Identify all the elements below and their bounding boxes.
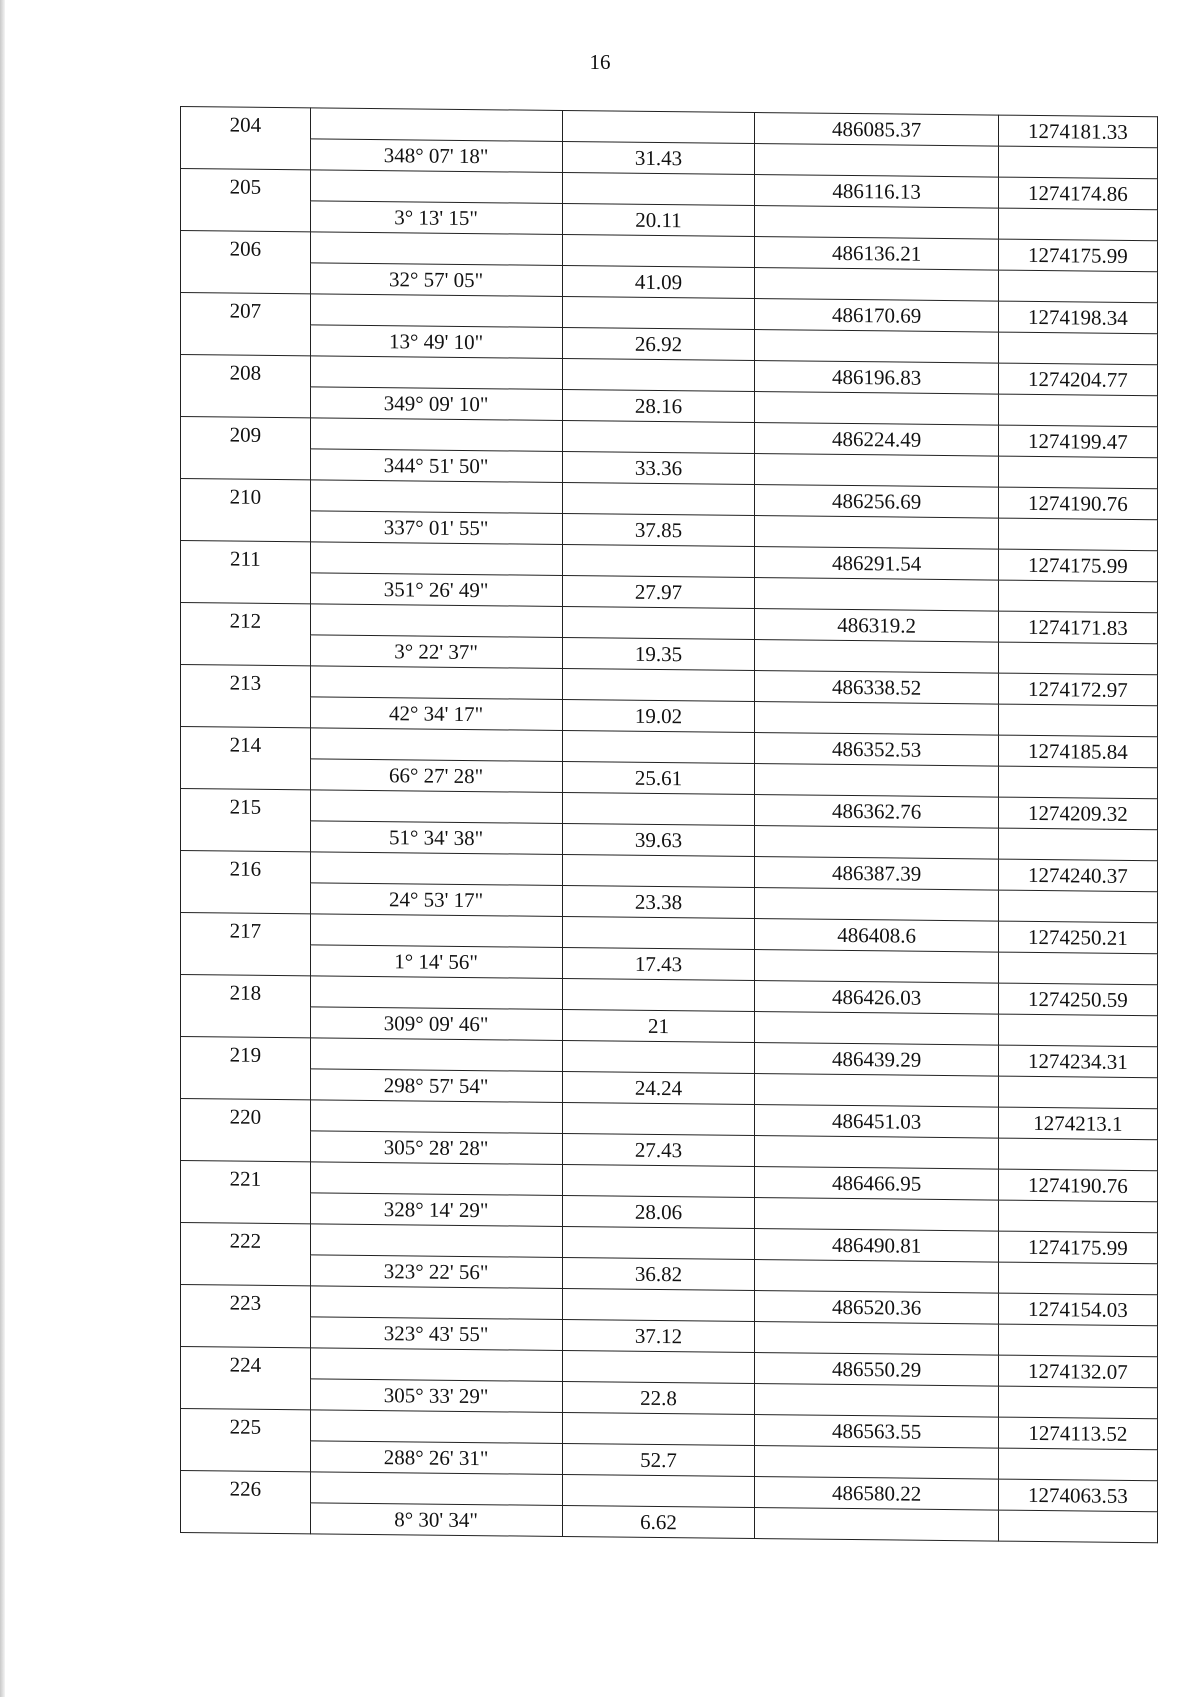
length-cell: 28.06 [562, 1196, 755, 1229]
angle-cell [310, 1100, 562, 1134]
length-cell [562, 1351, 755, 1384]
point-id-cell [181, 1440, 311, 1472]
angle-cell: 344° 51' 50" [310, 449, 562, 483]
x-coordinate-cell [755, 516, 998, 550]
y-coordinate-cell: 1274154.03 [998, 1293, 1157, 1326]
length-cell: 17.43 [562, 948, 755, 981]
y-coordinate-cell [998, 1014, 1157, 1047]
y-coordinate-cell [998, 456, 1157, 489]
y-coordinate-cell: 1274204.77 [998, 363, 1157, 396]
angle-cell: 42° 34' 17" [310, 697, 562, 731]
length-cell: 24.24 [562, 1072, 755, 1105]
x-coordinate-cell: 486426.03 [755, 981, 998, 1015]
length-cell [562, 1041, 755, 1074]
x-coordinate-cell [755, 330, 998, 364]
angle-cell: 305° 28' 28" [310, 1131, 562, 1165]
x-coordinate-cell [755, 1012, 998, 1046]
y-coordinate-cell: 1274175.99 [998, 239, 1157, 272]
angle-cell: 32° 57' 05" [310, 263, 562, 297]
length-cell [562, 173, 755, 206]
point-id-cell [181, 634, 311, 666]
angle-cell [310, 294, 562, 328]
x-coordinate-cell [755, 640, 998, 674]
x-coordinate-cell [755, 950, 998, 984]
angle-cell: 3° 22' 37" [310, 635, 562, 669]
x-coordinate-cell: 486116.13 [755, 175, 998, 209]
y-coordinate-cell [998, 1448, 1157, 1481]
length-cell [562, 1475, 755, 1508]
y-coordinate-cell: 1274250.59 [998, 983, 1157, 1016]
length-cell: 19.02 [562, 700, 755, 733]
length-cell [562, 235, 755, 268]
point-id-cell [181, 1316, 311, 1348]
x-coordinate-cell [755, 1446, 998, 1480]
angle-cell [310, 108, 562, 142]
length-cell [562, 545, 755, 578]
length-cell: 36.82 [562, 1258, 755, 1291]
angle-cell [310, 542, 562, 576]
angle-cell [310, 1224, 562, 1258]
angle-cell: 8° 30' 34" [310, 1503, 562, 1537]
y-coordinate-cell [998, 270, 1157, 303]
x-coordinate-cell: 486338.52 [755, 671, 998, 705]
length-cell: 21 [562, 1010, 755, 1043]
x-coordinate-cell: 486136.21 [755, 237, 998, 271]
point-id-cell [181, 882, 311, 914]
y-coordinate-cell [998, 890, 1157, 923]
x-coordinate-cell: 486362.76 [755, 795, 998, 829]
y-coordinate-cell [998, 1262, 1157, 1295]
length-cell: 52.7 [562, 1444, 755, 1477]
point-id-cell: 221 [181, 1161, 311, 1193]
y-coordinate-cell: 1274113.52 [998, 1417, 1157, 1450]
angle-cell: 349° 09' 10" [310, 387, 562, 421]
x-coordinate-cell [755, 702, 998, 736]
length-cell [562, 1103, 755, 1136]
y-coordinate-cell [998, 1386, 1157, 1419]
length-cell [562, 607, 755, 640]
point-id-cell [181, 1192, 311, 1224]
x-coordinate-cell [755, 1074, 998, 1108]
angle-cell: 51° 34' 38" [310, 821, 562, 855]
y-coordinate-cell [998, 394, 1157, 427]
angle-cell [310, 1472, 562, 1506]
angle-cell: 305° 33' 29" [310, 1379, 562, 1413]
point-id-cell [181, 1130, 311, 1162]
length-cell [562, 669, 755, 702]
x-coordinate-cell [755, 826, 998, 860]
x-coordinate-cell: 486466.95 [755, 1167, 998, 1201]
y-coordinate-cell [998, 580, 1157, 613]
length-cell [562, 979, 755, 1012]
coordinate-table-body [181, 107, 1158, 1543]
y-coordinate-cell: 1274209.32 [998, 797, 1157, 830]
length-cell [562, 793, 755, 826]
x-coordinate-cell: 486291.54 [755, 547, 998, 581]
point-id-cell: 216 [181, 851, 311, 883]
length-cell: 28.16 [562, 390, 755, 423]
length-cell: 6.62 [562, 1506, 755, 1539]
point-id-cell: 205 [181, 169, 311, 201]
angle-cell [310, 790, 562, 824]
length-cell [562, 297, 755, 330]
x-coordinate-cell [755, 1260, 998, 1294]
x-coordinate-cell [755, 268, 998, 302]
x-coordinate-cell: 486490.81 [755, 1229, 998, 1263]
length-cell: 23.38 [562, 886, 755, 919]
angle-cell: 13° 49' 10" [310, 325, 562, 359]
x-coordinate-cell: 486580.22 [755, 1477, 998, 1511]
length-cell: 20.11 [562, 204, 755, 237]
x-coordinate-cell [755, 454, 998, 488]
angle-cell [310, 232, 562, 266]
x-coordinate-cell [755, 144, 998, 178]
y-coordinate-cell [998, 1200, 1157, 1233]
point-id-cell [181, 1378, 311, 1410]
length-cell [562, 359, 755, 392]
point-id-cell: 217 [181, 913, 311, 945]
y-coordinate-cell: 1274132.07 [998, 1355, 1157, 1388]
y-coordinate-cell: 1274199.47 [998, 425, 1157, 458]
angle-cell [310, 728, 562, 762]
angle-cell: 3° 13' 15" [310, 201, 562, 235]
x-coordinate-cell: 486224.49 [755, 423, 998, 457]
angle-cell: 323° 22' 56" [310, 1255, 562, 1289]
x-coordinate-cell [755, 888, 998, 922]
point-id-cell: 223 [181, 1285, 311, 1317]
x-coordinate-cell: 486319.2 [755, 609, 998, 643]
length-cell [562, 1165, 755, 1198]
x-coordinate-cell: 486085.37 [755, 113, 998, 147]
point-id-cell [181, 820, 311, 852]
y-coordinate-cell: 1274250.21 [998, 921, 1157, 954]
angle-cell [310, 1348, 562, 1382]
point-id-cell: 224 [181, 1347, 311, 1379]
scan-edge-shadow [0, 0, 5, 1697]
x-coordinate-cell: 486563.55 [755, 1415, 998, 1449]
y-coordinate-cell [998, 518, 1157, 551]
angle-cell [310, 1286, 562, 1320]
point-id-cell: 211 [181, 541, 311, 573]
point-id-cell [181, 1006, 311, 1038]
length-cell: 41.09 [562, 266, 755, 299]
x-coordinate-cell: 486408.6 [755, 919, 998, 953]
point-id-cell: 218 [181, 975, 311, 1007]
x-coordinate-cell: 486170.69 [755, 299, 998, 333]
y-coordinate-cell: 1274171.83 [998, 611, 1157, 644]
x-coordinate-cell [755, 578, 998, 612]
point-id-cell: 207 [181, 293, 311, 325]
y-coordinate-cell [998, 828, 1157, 861]
point-id-cell [181, 324, 311, 356]
x-coordinate-cell: 486451.03 [755, 1105, 998, 1139]
point-id-cell [181, 1254, 311, 1286]
angle-cell [310, 480, 562, 514]
point-id-cell: 209 [181, 417, 311, 449]
point-id-cell: 215 [181, 789, 311, 821]
y-coordinate-cell: 1274190.76 [998, 1169, 1157, 1202]
y-coordinate-cell [998, 208, 1157, 241]
angle-cell: 323° 43' 55" [310, 1317, 562, 1351]
point-id-cell [181, 200, 311, 232]
angle-cell: 337° 01' 55" [310, 511, 562, 545]
y-coordinate-cell: 1274181.33 [998, 115, 1157, 148]
angle-cell [310, 976, 562, 1010]
point-id-cell: 222 [181, 1223, 311, 1255]
angle-cell [310, 914, 562, 948]
point-id-cell: 214 [181, 727, 311, 759]
x-coordinate-cell [755, 1322, 998, 1356]
angle-cell: 328° 14' 29" [310, 1193, 562, 1227]
point-id-cell: 220 [181, 1099, 311, 1131]
point-id-cell [181, 262, 311, 294]
y-coordinate-cell: 1274174.86 [998, 177, 1157, 210]
angle-cell: 348° 07' 18" [310, 139, 562, 173]
length-cell: 26.92 [562, 328, 755, 361]
angle-cell [310, 1162, 562, 1196]
angle-cell [310, 666, 562, 700]
y-coordinate-cell [998, 642, 1157, 675]
x-coordinate-cell: 486439.29 [755, 1043, 998, 1077]
length-cell: 27.43 [562, 1134, 755, 1167]
x-coordinate-cell [755, 392, 998, 426]
length-cell: 25.61 [562, 762, 755, 795]
point-id-cell: 206 [181, 231, 311, 263]
point-id-cell: 225 [181, 1409, 311, 1441]
y-coordinate-cell: 1274175.99 [998, 549, 1157, 582]
y-coordinate-cell [998, 1076, 1157, 1109]
length-cell [562, 917, 755, 950]
length-cell [562, 111, 755, 144]
x-coordinate-cell [755, 1384, 998, 1418]
y-coordinate-cell [998, 1510, 1157, 1543]
length-cell [562, 421, 755, 454]
angle-cell [310, 170, 562, 204]
y-coordinate-cell: 1274063.53 [998, 1479, 1157, 1512]
point-id-cell [181, 1068, 311, 1100]
point-id-cell: 208 [181, 355, 311, 387]
x-coordinate-cell: 486352.53 [755, 733, 998, 767]
length-cell [562, 1227, 755, 1260]
angle-cell [310, 852, 562, 886]
y-coordinate-cell [998, 332, 1157, 365]
angle-cell [310, 604, 562, 638]
y-coordinate-cell [998, 1324, 1157, 1357]
y-coordinate-cell: 1274185.84 [998, 735, 1157, 768]
y-coordinate-cell [998, 146, 1157, 179]
point-id-cell [181, 386, 311, 418]
length-cell: 27.97 [562, 576, 755, 609]
length-cell [562, 483, 755, 516]
point-id-cell: 226 [181, 1471, 311, 1503]
x-coordinate-cell: 486256.69 [755, 485, 998, 519]
angle-cell: 351° 26' 49" [310, 573, 562, 607]
point-id-cell [181, 138, 311, 170]
point-id-cell [181, 944, 311, 976]
y-coordinate-cell [998, 952, 1157, 985]
point-id-cell [181, 510, 311, 542]
length-cell [562, 1413, 755, 1446]
length-cell: 19.35 [562, 638, 755, 671]
x-coordinate-cell: 486550.29 [755, 1353, 998, 1387]
point-id-cell [181, 448, 311, 480]
length-cell: 31.43 [562, 142, 755, 175]
y-coordinate-cell: 1274175.99 [998, 1231, 1157, 1264]
angle-cell: 298° 57' 54" [310, 1069, 562, 1103]
point-id-cell: 210 [181, 479, 311, 511]
x-coordinate-cell [755, 1198, 998, 1232]
x-coordinate-cell [755, 206, 998, 240]
y-coordinate-cell [998, 1138, 1157, 1171]
length-cell [562, 1289, 755, 1322]
angle-cell: 288° 26' 31" [310, 1441, 562, 1475]
point-id-cell [181, 758, 311, 790]
length-cell [562, 731, 755, 764]
y-coordinate-cell: 1274234.31 [998, 1045, 1157, 1078]
point-id-cell [181, 572, 311, 604]
length-cell: 22.8 [562, 1382, 755, 1415]
angle-cell [310, 1038, 562, 1072]
length-cell: 37.12 [562, 1320, 755, 1353]
x-coordinate-cell: 486387.39 [755, 857, 998, 891]
y-coordinate-cell: 1274240.37 [998, 859, 1157, 892]
point-id-cell: 219 [181, 1037, 311, 1069]
length-cell [562, 855, 755, 888]
length-cell: 37.85 [562, 514, 755, 547]
length-cell: 39.63 [562, 824, 755, 857]
angle-cell: 309° 09' 46" [310, 1007, 562, 1041]
angle-cell [310, 1410, 562, 1444]
y-coordinate-cell: 1274172.97 [998, 673, 1157, 706]
page-number: 16 [589, 50, 611, 74]
x-coordinate-cell [755, 1508, 998, 1542]
length-cell: 33.36 [562, 452, 755, 485]
x-coordinate-cell: 486196.83 [755, 361, 998, 395]
y-coordinate-cell [998, 704, 1157, 737]
angle-cell: 24° 53' 17" [310, 883, 562, 917]
coordinate-table [180, 106, 1158, 1543]
point-id-cell: 212 [181, 603, 311, 635]
x-coordinate-cell [755, 764, 998, 798]
angle-cell [310, 418, 562, 452]
y-coordinate-cell [998, 766, 1157, 799]
point-id-cell: 204 [181, 107, 311, 139]
x-coordinate-cell: 486520.36 [755, 1291, 998, 1325]
angle-cell: 1° 14' 56" [310, 945, 562, 979]
y-coordinate-cell: 1274213.1 [998, 1107, 1157, 1140]
point-id-cell: 213 [181, 665, 311, 697]
angle-cell [310, 356, 562, 390]
y-coordinate-cell: 1274198.34 [998, 301, 1157, 334]
y-coordinate-cell: 1274190.76 [998, 487, 1157, 520]
point-id-cell [181, 1502, 311, 1534]
point-id-cell [181, 696, 311, 728]
x-coordinate-cell [755, 1136, 998, 1170]
angle-cell: 66° 27' 28" [310, 759, 562, 793]
